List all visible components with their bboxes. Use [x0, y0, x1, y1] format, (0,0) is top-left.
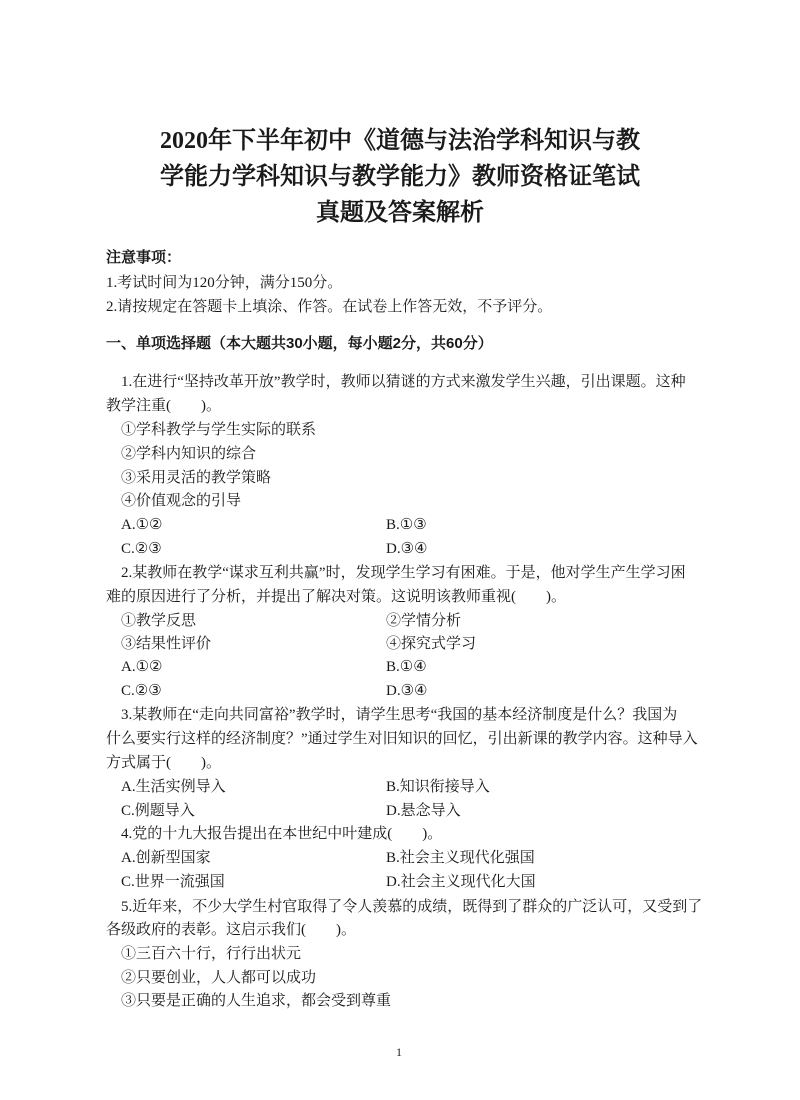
- question-2: 难的原因进行了分析，并提出了解决对策。这说明该教师重视( )。: [106, 589, 566, 605]
- doc-title-line: 2020年下半年初中《道德与法治学科知识与教: [160, 128, 640, 154]
- statement: ④探究式学习: [386, 636, 477, 652]
- option: B.知识衔接导入: [386, 779, 490, 795]
- question-2: 2.某教师在教学“谋求互利共赢”时，发现学生学习有困难。于是，他对学生产生学习困: [121, 565, 686, 581]
- statement: ①三百六十行，行行出状元: [121, 946, 302, 962]
- note-item: 1.考试时间为120分钟，满分150分。: [106, 275, 343, 291]
- question-1: 教学注重( )。: [106, 398, 221, 414]
- statement: ②只要创业，人人都可以成功: [121, 970, 317, 986]
- option: B.①③: [386, 517, 427, 533]
- question-3: 3.某教师在“走向共同富裕”教学时，请学生思考“我国的基本经济制度是什么？我国为: [121, 707, 678, 723]
- option: A.①②: [121, 517, 163, 533]
- statement: ②学情分析: [386, 613, 462, 629]
- option: C.例题导入: [121, 803, 195, 819]
- statement: ①教学反思: [121, 613, 197, 629]
- question-1: 1.在进行“坚持改革开放”教学时，教师以猜谜的方式来激发学生兴趣，引出课题。这种: [121, 374, 686, 390]
- statement: ①学科教学与学生实际的联系: [121, 422, 317, 438]
- doc-title-line: 学能力学科知识与教学能力》教师资格证笔试: [160, 164, 640, 190]
- question-4: 4.党的十九大报告提出在本世纪中叶建成( )。: [121, 826, 443, 842]
- question-5: 5.近年来，不少大学生村官取得了令人羡慕的成绩，既得到了群众的广泛认可，又受到了: [121, 899, 703, 915]
- question-3: 方式属于( )。: [106, 755, 221, 771]
- option: D.③④: [386, 541, 428, 557]
- note-item: 2.请按规定在答题卡上填涂、作答。在试卷上作答无效，不予评分。: [106, 299, 553, 315]
- option: D.悬念导入: [386, 803, 461, 819]
- page-number: 1: [396, 1045, 402, 1059]
- statement: ③只要是正确的人生追求，都会受到尊重: [121, 993, 392, 1009]
- option: A.生活实例导入: [121, 779, 226, 795]
- option: C.世界一流强国: [121, 874, 225, 890]
- option: C.②③: [121, 541, 162, 557]
- option: D.③④: [386, 683, 428, 699]
- option: A.①②: [121, 659, 163, 675]
- notes-heading: 注意事项：: [106, 249, 182, 266]
- statement: ④价值观念的引导: [121, 493, 242, 509]
- statement: ②学科内知识的综合: [121, 446, 257, 462]
- question-3: 什么要实行这样的经济制度？”通过学生对旧知识的回忆，引出新课的教学内容。这种导入: [106, 731, 698, 747]
- option: A.创新型国家: [121, 850, 211, 866]
- section-heading: 一、单项选择题（本大题共30小题，每小题2分，共60分）: [106, 335, 493, 352]
- doc-title-line: 真题及答案解析: [316, 200, 484, 226]
- option: D.社会主义现代化大国: [386, 874, 536, 890]
- option: B.①④: [386, 659, 427, 675]
- statement: ③结果性评价: [121, 636, 212, 652]
- option: C.②③: [121, 683, 162, 699]
- question-5: 各级政府的表彰。这启示我们( )。: [106, 922, 356, 938]
- statement: ③采用灵活的教学策略: [121, 470, 272, 486]
- option: B.社会主义现代化强国: [386, 850, 535, 866]
